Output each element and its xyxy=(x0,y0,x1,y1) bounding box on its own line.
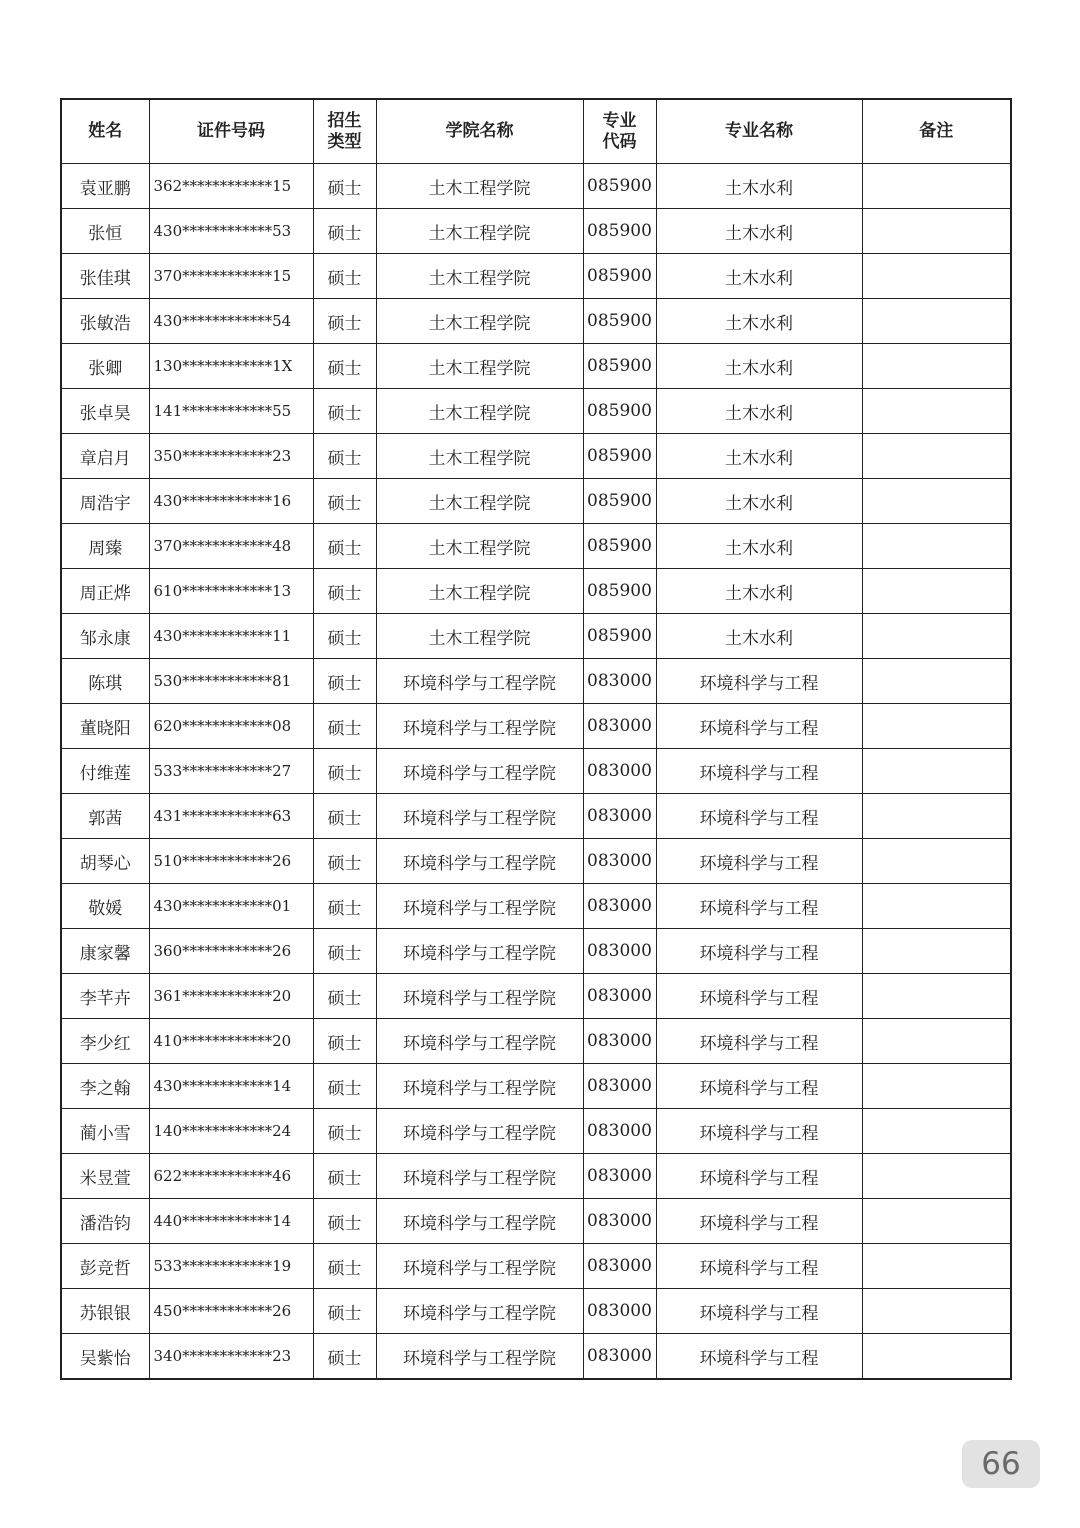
cell-id-number: 141************55 xyxy=(149,389,313,434)
cell-major-name: 土木水利 xyxy=(656,524,862,569)
cell-college-name: 环境科学与工程学院 xyxy=(376,839,583,884)
cell-college-name: 环境科学与工程学院 xyxy=(376,1199,583,1244)
cell-id-number: 140************24 xyxy=(149,1109,313,1154)
cell-id-number: 360************26 xyxy=(149,929,313,974)
cell-enrollment-type: 硕士 xyxy=(313,1244,376,1289)
cell-remark xyxy=(862,389,1011,434)
cell-major-name: 土木水利 xyxy=(656,344,862,389)
cell-major-code: 083000 xyxy=(583,704,656,749)
cell-remark xyxy=(862,1334,1011,1380)
cell-enrollment-type: 硕士 xyxy=(313,1334,376,1380)
cell-name: 周臻 xyxy=(61,524,149,569)
cell-id-number: 362************15 xyxy=(149,164,313,209)
table-row xyxy=(61,1019,1011,1064)
cell-enrollment-type: 硕士 xyxy=(313,209,376,254)
cell-remark xyxy=(862,974,1011,1019)
cell-name: 康家馨 xyxy=(61,929,149,974)
cell-id-number: 430************14 xyxy=(149,1064,313,1109)
cell-remark xyxy=(862,434,1011,479)
cell-name: 陈琪 xyxy=(61,659,149,704)
cell-name: 邹永康 xyxy=(61,614,149,659)
cell-id-number: 510************26 xyxy=(149,839,313,884)
cell-remark xyxy=(862,254,1011,299)
cell-major-name: 环境科学与工程 xyxy=(656,1019,862,1064)
cell-enrollment-type: 硕士 xyxy=(313,749,376,794)
cell-name: 蔺小雪 xyxy=(61,1109,149,1154)
cell-major-code: 085900 xyxy=(583,164,656,209)
cell-major-name: 环境科学与工程 xyxy=(656,1064,862,1109)
cell-remark xyxy=(862,1109,1011,1154)
header-remark: 备注 xyxy=(862,99,1011,164)
cell-enrollment-type: 硕士 xyxy=(313,299,376,344)
cell-major-name: 环境科学与工程 xyxy=(656,839,862,884)
cell-major-code: 083000 xyxy=(583,839,656,884)
cell-enrollment-type: 硕士 xyxy=(313,1289,376,1334)
cell-enrollment-type: 硕士 xyxy=(313,1199,376,1244)
header-name: 姓名 xyxy=(61,99,149,164)
cell-enrollment-type: 硕士 xyxy=(313,164,376,209)
cell-major-code: 085900 xyxy=(583,299,656,344)
cell-id-number: 430************16 xyxy=(149,479,313,524)
table-row xyxy=(61,389,1011,434)
cell-major-name: 环境科学与工程 xyxy=(656,1109,862,1154)
table-row xyxy=(61,1244,1011,1289)
cell-name: 董晓阳 xyxy=(61,704,149,749)
cell-remark xyxy=(862,1019,1011,1064)
cell-major-code: 085900 xyxy=(583,389,656,434)
table-row xyxy=(61,704,1011,749)
cell-major-code: 083000 xyxy=(583,1334,656,1380)
cell-major-name: 环境科学与工程 xyxy=(656,659,862,704)
cell-id-number: 410************20 xyxy=(149,1019,313,1064)
cell-college-name: 环境科学与工程学院 xyxy=(376,1244,583,1289)
cell-major-code: 085900 xyxy=(583,209,656,254)
cell-major-code: 083000 xyxy=(583,659,656,704)
cell-major-name: 环境科学与工程 xyxy=(656,1334,862,1380)
cell-id-number: 431************63 xyxy=(149,794,313,839)
cell-major-name: 环境科学与工程 xyxy=(656,884,862,929)
cell-id-number: 340************23 xyxy=(149,1334,313,1380)
cell-remark xyxy=(862,749,1011,794)
cell-remark xyxy=(862,1244,1011,1289)
table-row xyxy=(61,659,1011,704)
cell-college-name: 土木工程学院 xyxy=(376,434,583,479)
cell-name: 周正烨 xyxy=(61,569,149,614)
cell-name: 章启月 xyxy=(61,434,149,479)
table-row xyxy=(61,569,1011,614)
cell-college-name: 环境科学与工程学院 xyxy=(376,884,583,929)
table-row xyxy=(61,299,1011,344)
table-row xyxy=(61,209,1011,254)
cell-remark xyxy=(862,929,1011,974)
cell-enrollment-type: 硕士 xyxy=(313,839,376,884)
cell-college-name: 土木工程学院 xyxy=(376,299,583,344)
cell-major-code: 083000 xyxy=(583,1019,656,1064)
cell-name: 胡琴心 xyxy=(61,839,149,884)
cell-college-name: 土木工程学院 xyxy=(376,164,583,209)
table-body xyxy=(61,164,1011,1380)
cell-id-number: 622************46 xyxy=(149,1154,313,1199)
cell-enrollment-type: 硕士 xyxy=(313,929,376,974)
cell-major-code: 083000 xyxy=(583,1244,656,1289)
cell-major-code: 085900 xyxy=(583,434,656,479)
cell-name: 潘浩钧 xyxy=(61,1199,149,1244)
table-header-row xyxy=(61,99,1011,164)
cell-remark xyxy=(862,299,1011,344)
cell-major-name: 土木水利 xyxy=(656,209,862,254)
cell-major-code: 083000 xyxy=(583,749,656,794)
cell-id-number: 370************15 xyxy=(149,254,313,299)
cell-enrollment-type: 硕士 xyxy=(313,974,376,1019)
cell-name: 周浩宇 xyxy=(61,479,149,524)
table-row xyxy=(61,254,1011,299)
cell-college-name: 土木工程学院 xyxy=(376,524,583,569)
cell-id-number: 430************53 xyxy=(149,209,313,254)
cell-major-name: 环境科学与工程 xyxy=(656,1289,862,1334)
admission-list-table xyxy=(60,98,1012,1380)
cell-college-name: 土木工程学院 xyxy=(376,389,583,434)
cell-id-number: 533************27 xyxy=(149,749,313,794)
cell-major-name: 土木水利 xyxy=(656,614,862,659)
cell-major-code: 083000 xyxy=(583,884,656,929)
cell-enrollment-type: 硕士 xyxy=(313,704,376,749)
cell-major-code: 083000 xyxy=(583,794,656,839)
cell-remark xyxy=(862,704,1011,749)
cell-college-name: 环境科学与工程学院 xyxy=(376,749,583,794)
header-id-number: 证件号码 xyxy=(149,99,313,164)
cell-major-name: 环境科学与工程 xyxy=(656,929,862,974)
cell-enrollment-type: 硕士 xyxy=(313,1154,376,1199)
cell-major-code: 085900 xyxy=(583,524,656,569)
cell-major-code: 085900 xyxy=(583,569,656,614)
cell-remark xyxy=(862,1154,1011,1199)
cell-enrollment-type: 硕士 xyxy=(313,569,376,614)
table-row xyxy=(61,344,1011,389)
cell-id-number: 370************48 xyxy=(149,524,313,569)
cell-college-name: 环境科学与工程学院 xyxy=(376,929,583,974)
cell-name: 张卿 xyxy=(61,344,149,389)
cell-enrollment-type: 硕士 xyxy=(313,1019,376,1064)
table-row xyxy=(61,1199,1011,1244)
header-major-code-text: 专业代码 xyxy=(602,110,637,152)
cell-major-name: 土木水利 xyxy=(656,254,862,299)
table-row xyxy=(61,974,1011,1019)
cell-major-code: 085900 xyxy=(583,344,656,389)
cell-name: 郭茜 xyxy=(61,794,149,839)
header-major-code xyxy=(583,99,656,164)
cell-remark xyxy=(862,164,1011,209)
cell-college-name: 土木工程学院 xyxy=(376,344,583,389)
cell-remark xyxy=(862,659,1011,704)
cell-enrollment-type: 硕士 xyxy=(313,884,376,929)
cell-id-number: 530************81 xyxy=(149,659,313,704)
cell-major-name: 环境科学与工程 xyxy=(656,974,862,1019)
cell-college-name: 土木工程学院 xyxy=(376,569,583,614)
cell-major-code: 083000 xyxy=(583,1199,656,1244)
cell-enrollment-type: 硕士 xyxy=(313,1109,376,1154)
table-row xyxy=(61,839,1011,884)
cell-enrollment-type: 硕士 xyxy=(313,254,376,299)
cell-remark xyxy=(862,839,1011,884)
table-row xyxy=(61,614,1011,659)
cell-major-name: 土木水利 xyxy=(656,434,862,479)
table-row xyxy=(61,884,1011,929)
cell-college-name: 环境科学与工程学院 xyxy=(376,974,583,1019)
cell-name: 敬媛 xyxy=(61,884,149,929)
cell-major-name: 环境科学与工程 xyxy=(656,1244,862,1289)
page-number-badge: 66 xyxy=(962,1440,1040,1488)
cell-enrollment-type: 硕士 xyxy=(313,434,376,479)
cell-college-name: 环境科学与工程学院 xyxy=(376,1154,583,1199)
cell-name: 张敏浩 xyxy=(61,299,149,344)
table-row xyxy=(61,1109,1011,1154)
cell-major-code: 085900 xyxy=(583,614,656,659)
cell-major-name: 土木水利 xyxy=(656,299,862,344)
header-enrollment-type-text: 招生类型 xyxy=(327,110,362,152)
cell-name: 张恒 xyxy=(61,209,149,254)
cell-enrollment-type: 硕士 xyxy=(313,614,376,659)
cell-id-number: 350************23 xyxy=(149,434,313,479)
cell-id-number: 440************14 xyxy=(149,1199,313,1244)
cell-major-code: 085900 xyxy=(583,254,656,299)
cell-name: 米昱萱 xyxy=(61,1154,149,1199)
cell-enrollment-type: 硕士 xyxy=(313,344,376,389)
cell-college-name: 环境科学与工程学院 xyxy=(376,1019,583,1064)
cell-remark xyxy=(862,1199,1011,1244)
cell-id-number: 450************26 xyxy=(149,1289,313,1334)
cell-college-name: 环境科学与工程学院 xyxy=(376,704,583,749)
cell-name: 张佳琪 xyxy=(61,254,149,299)
cell-major-name: 环境科学与工程 xyxy=(656,704,862,749)
table-row xyxy=(61,1064,1011,1109)
cell-enrollment-type: 硕士 xyxy=(313,794,376,839)
cell-name: 袁亚鹏 xyxy=(61,164,149,209)
table-row xyxy=(61,1334,1011,1380)
cell-major-code: 083000 xyxy=(583,1154,656,1199)
cell-major-code: 083000 xyxy=(583,1289,656,1334)
cell-id-number: 620************08 xyxy=(149,704,313,749)
cell-name: 李少红 xyxy=(61,1019,149,1064)
header-major-name: 专业名称 xyxy=(656,99,862,164)
cell-remark xyxy=(862,209,1011,254)
cell-name: 吴紫怡 xyxy=(61,1334,149,1380)
cell-major-name: 环境科学与工程 xyxy=(656,749,862,794)
header-enrollment-type xyxy=(313,99,376,164)
cell-major-name: 土木水利 xyxy=(656,569,862,614)
cell-major-name: 环境科学与工程 xyxy=(656,1199,862,1244)
cell-remark xyxy=(862,524,1011,569)
cell-name: 付维莲 xyxy=(61,749,149,794)
cell-remark xyxy=(862,1064,1011,1109)
cell-name: 李之翰 xyxy=(61,1064,149,1109)
table-row xyxy=(61,794,1011,839)
cell-id-number: 361************20 xyxy=(149,974,313,1019)
cell-name: 李芊卉 xyxy=(61,974,149,1019)
cell-enrollment-type: 硕士 xyxy=(313,659,376,704)
table-row xyxy=(61,1154,1011,1199)
cell-major-name: 环境科学与工程 xyxy=(656,1154,862,1199)
cell-college-name: 环境科学与工程学院 xyxy=(376,1064,583,1109)
cell-id-number: 610************13 xyxy=(149,569,313,614)
cell-major-code: 083000 xyxy=(583,1109,656,1154)
cell-id-number: 430************11 xyxy=(149,614,313,659)
table-row xyxy=(61,929,1011,974)
cell-enrollment-type: 硕士 xyxy=(313,389,376,434)
cell-college-name: 环境科学与工程学院 xyxy=(376,1109,583,1154)
cell-remark xyxy=(862,794,1011,839)
cell-major-code: 085900 xyxy=(583,479,656,524)
cell-major-name: 土木水利 xyxy=(656,479,862,524)
cell-college-name: 环境科学与工程学院 xyxy=(376,1334,583,1380)
cell-name: 苏银银 xyxy=(61,1289,149,1334)
table-row xyxy=(61,434,1011,479)
cell-remark xyxy=(862,1289,1011,1334)
cell-enrollment-type: 硕士 xyxy=(313,479,376,524)
cell-college-name: 土木工程学院 xyxy=(376,479,583,524)
cell-college-name: 土木工程学院 xyxy=(376,614,583,659)
cell-remark xyxy=(862,479,1011,524)
cell-id-number: 430************54 xyxy=(149,299,313,344)
cell-college-name: 土木工程学院 xyxy=(376,209,583,254)
cell-remark xyxy=(862,884,1011,929)
table-row xyxy=(61,164,1011,209)
cell-remark xyxy=(862,569,1011,614)
cell-college-name: 环境科学与工程学院 xyxy=(376,794,583,839)
table-row xyxy=(61,524,1011,569)
cell-id-number: 130************1X xyxy=(149,344,313,389)
cell-remark xyxy=(862,614,1011,659)
cell-name: 彭竞哲 xyxy=(61,1244,149,1289)
cell-college-name: 环境科学与工程学院 xyxy=(376,1289,583,1334)
cell-major-code: 083000 xyxy=(583,974,656,1019)
cell-college-name: 土木工程学院 xyxy=(376,254,583,299)
cell-name: 张卓昊 xyxy=(61,389,149,434)
cell-major-code: 083000 xyxy=(583,929,656,974)
cell-remark xyxy=(862,344,1011,389)
cell-major-name: 土木水利 xyxy=(656,164,862,209)
cell-major-name: 环境科学与工程 xyxy=(656,794,862,839)
header-college-name: 学院名称 xyxy=(376,99,583,164)
cell-enrollment-type: 硕士 xyxy=(313,1064,376,1109)
cell-major-code: 083000 xyxy=(583,1064,656,1109)
cell-enrollment-type: 硕士 xyxy=(313,524,376,569)
cell-id-number: 430************01 xyxy=(149,884,313,929)
cell-id-number: 533************19 xyxy=(149,1244,313,1289)
table-row xyxy=(61,479,1011,524)
cell-college-name: 环境科学与工程学院 xyxy=(376,659,583,704)
table-row xyxy=(61,1289,1011,1334)
cell-major-name: 土木水利 xyxy=(656,389,862,434)
table-row xyxy=(61,749,1011,794)
